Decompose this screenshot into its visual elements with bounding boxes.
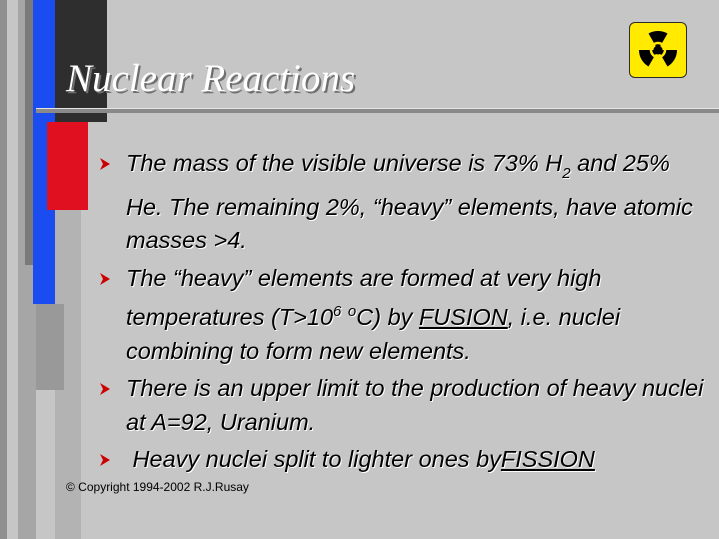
list-item [98, 147, 708, 258]
decor-bar-dark-strip [0, 0, 7, 539]
decor-bar-midgray [36, 304, 64, 390]
list-item [98, 443, 708, 477]
decor-bar-red [47, 122, 88, 210]
copyright-notice: © Copyright 1994-2002 R.J.Rusay [66, 480, 249, 494]
fusion-term: FUSION [418, 304, 508, 330]
list-item [98, 262, 708, 369]
bullet-list [98, 147, 708, 481]
title-rule [36, 108, 719, 113]
bullet-arrow-icon [98, 157, 112, 171]
bullet-text: The “heavy” elements are formed at very high temperatures ($T>10^6$ $^o$C) by FUSION, i.e. nuclei combining to form new elements. [126, 264, 621, 364]
fission-term: FISSION [500, 446, 595, 472]
bullet-text: There is an upper limit to the production of heavy nuclei at A=92, Uranium. [126, 375, 704, 435]
slide-title: Nuclear Reactions [66, 57, 356, 100]
bullet-text: The mass of the visible universe is 73% $H_2$ and 25% He. The remaining 2%, “heavy” elements, have atomic masses >4. [126, 150, 693, 253]
radiation-hazard-icon [629, 22, 687, 78]
list-item [98, 372, 708, 439]
bullet-text: Heavy nuclei split to lighter ones byFISSION [126, 446, 595, 472]
bullet-arrow-icon [98, 272, 112, 286]
bullet-arrow-icon [98, 453, 112, 467]
bullet-arrow-icon [98, 382, 112, 396]
